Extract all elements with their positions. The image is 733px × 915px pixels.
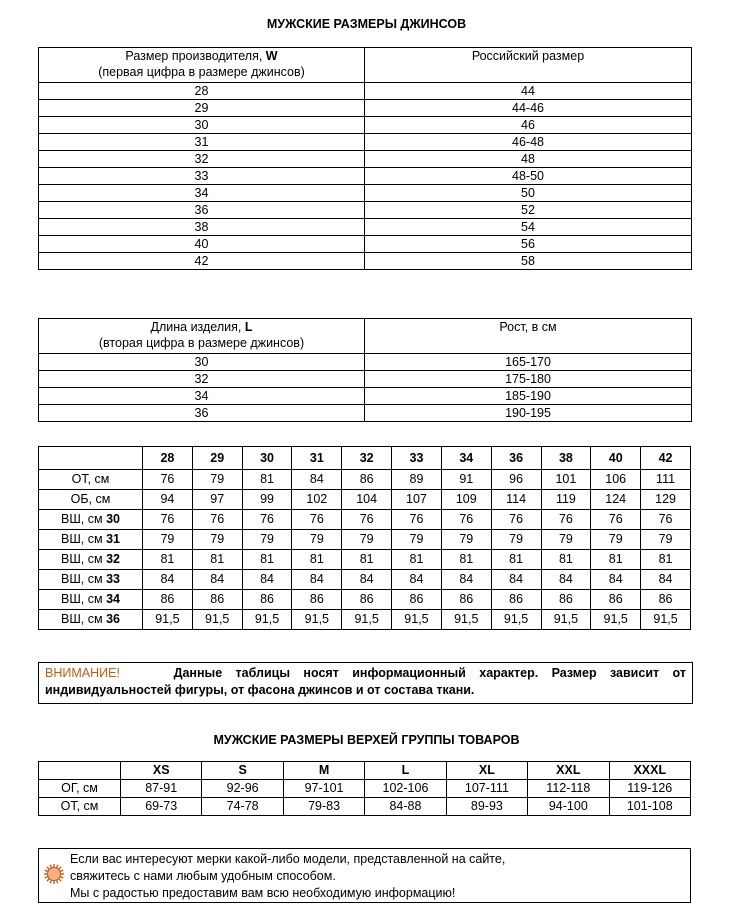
table-header-row <box>39 48 692 83</box>
row-label-length: 32 <box>106 552 120 566</box>
table-cell: 84 <box>342 570 392 590</box>
table-cell: 84 <box>192 570 242 590</box>
table-cell: 76 <box>541 510 591 530</box>
table-cell: 79 <box>342 530 392 550</box>
header-size: 32 <box>342 447 392 470</box>
jeans-measurements-table <box>38 446 691 630</box>
warning-label: ВНИМАНИЕ! <box>45 666 120 680</box>
table-cell: 79 <box>143 530 193 550</box>
cell-right: 185-190 <box>365 388 692 405</box>
table-cell: 81 <box>541 550 591 570</box>
table-cell: 84 <box>491 570 541 590</box>
table-cell: 86 <box>192 590 242 610</box>
table-cell: 89 <box>392 470 442 490</box>
header-length-label: Длина изделия, <box>150 320 245 334</box>
row-label <box>39 590 143 610</box>
table-cell: 76 <box>441 510 491 530</box>
jeans-title: МУЖСКИЕ РАЗМЕРЫ ДЖИНСОВ <box>266 17 467 31</box>
table-cell: 111 <box>641 470 691 490</box>
table-cell: 124 <box>591 490 641 510</box>
header-waist <box>39 48 365 83</box>
table-cell: 91,5 <box>242 610 292 630</box>
table-cell: 97 <box>192 490 242 510</box>
table-cell: 76 <box>143 470 193 490</box>
cell-left: 28 <box>39 83 365 100</box>
cell-right: 175-180 <box>365 371 692 388</box>
header-size: 31 <box>292 447 342 470</box>
header-size: 33 <box>392 447 442 470</box>
header-waist-label: Размер производителя, <box>125 49 266 63</box>
table-cell: 84 <box>641 570 691 590</box>
table-cell: 79 <box>192 470 242 490</box>
table-cell: 84 <box>242 570 292 590</box>
table-cell: 81 <box>192 550 242 570</box>
table-cell: 76 <box>641 510 691 530</box>
table-cell: 91,5 <box>192 610 242 630</box>
table-cell: 84 <box>143 570 193 590</box>
cell-left: 31 <box>39 134 365 151</box>
table-row <box>39 151 692 168</box>
tops-size-table <box>38 761 691 816</box>
table-cell: 102 <box>292 490 342 510</box>
table-cell: 81 <box>591 550 641 570</box>
header-size: 38 <box>541 447 591 470</box>
table-cell: 79 <box>591 530 641 550</box>
jeans-length-table <box>38 318 692 422</box>
table-cell: 101-108 <box>609 798 690 816</box>
cell-left: 42 <box>39 253 365 270</box>
table-cell: 79-83 <box>283 798 364 816</box>
header-size: M <box>283 762 364 780</box>
cell-right: 52 <box>365 202 692 219</box>
table-cell: 79 <box>541 530 591 550</box>
contact-box <box>38 848 691 903</box>
table-row <box>39 470 691 490</box>
row-label <box>39 550 143 570</box>
table-cell: 86 <box>591 590 641 610</box>
table-cell: 76 <box>292 510 342 530</box>
row-label-text: ВШ, см <box>61 532 107 546</box>
row-label <box>39 490 143 510</box>
table-row <box>39 219 692 236</box>
row-label-text: ВШ, см <box>61 552 107 566</box>
cell-left: 34 <box>39 388 365 405</box>
header-size: S <box>202 762 283 780</box>
header-size: XS <box>121 762 202 780</box>
header-waist-note: (первая цифра в размере джинсов) <box>98 65 305 79</box>
table-cell: 81 <box>242 470 292 490</box>
table-cell: 91,5 <box>441 610 491 630</box>
header-waist-letter: W <box>265 49 278 63</box>
table-cell: 86 <box>242 590 292 610</box>
cell-right: 50 <box>365 185 692 202</box>
table-row <box>39 185 692 202</box>
row-label-text: ВШ, см <box>61 512 107 526</box>
table-cell: 76 <box>143 510 193 530</box>
contact-line-3: Мы с радостью предоставим вам всю необходимую информацию! <box>70 886 456 900</box>
cell-right: 46 <box>365 117 692 134</box>
table-cell: 79 <box>491 530 541 550</box>
header-size: 30 <box>242 447 292 470</box>
table-row <box>39 388 692 405</box>
table-cell: 86 <box>491 590 541 610</box>
table-cell: 86 <box>392 590 442 610</box>
contact-line-2: свяжитесь с нами любым удобным способом. <box>70 869 336 883</box>
header-size: 29 <box>192 447 242 470</box>
table-cell: 92-96 <box>202 780 283 798</box>
header-size: 42 <box>641 447 691 470</box>
table-cell: 86 <box>541 590 591 610</box>
row-label: ОГ, см <box>39 780 121 798</box>
table-cell: 79 <box>242 530 292 550</box>
table-cell: 86 <box>292 590 342 610</box>
table-cell: 81 <box>641 550 691 570</box>
row-label-text: ВШ, см <box>61 572 107 586</box>
table-row <box>39 798 691 816</box>
header-empty <box>39 447 143 470</box>
table-cell: 91,5 <box>541 610 591 630</box>
table-cell: 81 <box>143 550 193 570</box>
table-cell: 81 <box>441 550 491 570</box>
table-cell: 86 <box>143 590 193 610</box>
table-cell: 114 <box>491 490 541 510</box>
cell-left: 29 <box>39 100 365 117</box>
header-size: L <box>365 762 446 780</box>
row-label: ОТ, см <box>39 798 121 816</box>
table-cell: 119-126 <box>609 780 690 798</box>
cell-left: 30 <box>39 354 365 371</box>
table-cell: 91,5 <box>342 610 392 630</box>
header-height: Рост, в см <box>365 319 692 354</box>
table-cell: 76 <box>342 510 392 530</box>
row-label-text: ВШ, см <box>61 592 107 606</box>
table-cell: 89-93 <box>446 798 527 816</box>
table-cell: 107-111 <box>446 780 527 798</box>
table-row <box>39 570 691 590</box>
table-header-row <box>39 319 692 354</box>
header-length-note: (вторая цифра в размере джинсов) <box>98 336 305 350</box>
row-label-length: 30 <box>106 512 120 526</box>
row-label-text: ОТ, см <box>71 472 110 486</box>
table-cell: 106 <box>591 470 641 490</box>
row-label-length: 36 <box>106 612 120 626</box>
table-cell: 79 <box>392 530 442 550</box>
header-size: 28 <box>143 447 193 470</box>
table-cell: 86 <box>342 590 392 610</box>
row-label-length: 33 <box>106 572 120 586</box>
cell-left: 30 <box>39 117 365 134</box>
table-cell: 91,5 <box>641 610 691 630</box>
row-label <box>39 510 143 530</box>
table-cell: 84 <box>441 570 491 590</box>
table-row <box>39 610 691 630</box>
header-length <box>39 319 365 354</box>
table-cell: 91,5 <box>591 610 641 630</box>
warning-note <box>38 662 693 704</box>
header-size: 34 <box>441 447 491 470</box>
table-cell: 69-73 <box>121 798 202 816</box>
table-cell: 96 <box>491 470 541 490</box>
table-header-row <box>39 447 691 470</box>
table-cell: 79 <box>441 530 491 550</box>
table-cell: 74-78 <box>202 798 283 816</box>
cell-right: 56 <box>365 236 692 253</box>
table-row <box>39 100 692 117</box>
cell-left: 33 <box>39 168 365 185</box>
header-length-letter: L <box>244 320 253 334</box>
table-cell: 84 <box>591 570 641 590</box>
table-row <box>39 83 692 100</box>
table-cell: 84-88 <box>365 798 446 816</box>
table-cell: 107 <box>392 490 442 510</box>
table-row <box>39 236 692 253</box>
table-cell: 91,5 <box>292 610 342 630</box>
row-label-text: ВШ, см <box>61 612 107 626</box>
cell-left: 36 <box>39 202 365 219</box>
table-cell: 81 <box>392 550 442 570</box>
row-label <box>39 470 143 490</box>
cell-left: 32 <box>39 371 365 388</box>
table-cell: 79 <box>292 530 342 550</box>
table-cell: 97-101 <box>283 780 364 798</box>
row-label-text: ОБ, см <box>70 492 111 506</box>
row-label <box>39 570 143 590</box>
cell-right: 44 <box>365 83 692 100</box>
jeans-waist-table <box>38 47 692 270</box>
table-cell: 79 <box>641 530 691 550</box>
cell-right: 48-50 <box>365 168 692 185</box>
table-cell: 101 <box>541 470 591 490</box>
cell-left: 36 <box>39 405 365 422</box>
row-label-length: 31 <box>106 532 120 546</box>
cell-right: 54 <box>365 219 692 236</box>
cell-left: 40 <box>39 236 365 253</box>
table-cell: 84 <box>292 470 342 490</box>
table-cell: 76 <box>491 510 541 530</box>
header-size: XXXL <box>609 762 690 780</box>
table-row <box>39 134 692 151</box>
table-cell: 79 <box>192 530 242 550</box>
table-cell: 86 <box>441 590 491 610</box>
table-row <box>39 530 691 550</box>
table-cell: 76 <box>591 510 641 530</box>
table-row <box>39 550 691 570</box>
sun-icon <box>43 863 65 885</box>
table-cell: 81 <box>242 550 292 570</box>
table-row <box>39 371 692 388</box>
table-cell: 94-100 <box>528 798 609 816</box>
table-cell: 112-118 <box>528 780 609 798</box>
header-empty <box>39 762 121 780</box>
table-cell: 81 <box>342 550 392 570</box>
table-cell: 86 <box>641 590 691 610</box>
table-row <box>39 405 692 422</box>
cell-left: 32 <box>39 151 365 168</box>
cell-right: 190-195 <box>365 405 692 422</box>
row-label-length: 34 <box>106 592 120 606</box>
table-header-row <box>39 762 691 780</box>
cell-right: 46-48 <box>365 134 692 151</box>
table-cell: 86 <box>342 470 392 490</box>
header-size: 36 <box>491 447 541 470</box>
tops-title: МУЖСКИЕ РАЗМЕРЫ ВЕРХЕЙ ГРУППЫ ТОВАРОВ <box>213 733 520 747</box>
cell-left: 38 <box>39 219 365 236</box>
table-cell: 91,5 <box>491 610 541 630</box>
table-cell: 84 <box>392 570 442 590</box>
table-cell: 102-106 <box>365 780 446 798</box>
table-row <box>39 168 692 185</box>
cell-right: 48 <box>365 151 692 168</box>
header-size: XL <box>446 762 527 780</box>
table-row <box>39 780 691 798</box>
table-cell: 84 <box>292 570 342 590</box>
warning-text: Данные таблицы носят информационный характер. Размер зависит от индивидуальностей фигуры, от фасона джинсов и от состава ткани. <box>45 666 686 697</box>
table-cell: 76 <box>242 510 292 530</box>
cell-right: 58 <box>365 253 692 270</box>
table-cell: 91 <box>441 470 491 490</box>
header-size: XXL <box>528 762 609 780</box>
table-row <box>39 510 691 530</box>
table-cell: 104 <box>342 490 392 510</box>
table-cell: 76 <box>192 510 242 530</box>
header-russian-size: Российский размер <box>365 48 692 83</box>
cell-right: 44-46 <box>365 100 692 117</box>
row-label <box>39 610 143 630</box>
table-cell: 119 <box>541 490 591 510</box>
table-cell: 87-91 <box>121 780 202 798</box>
table-cell: 94 <box>143 490 193 510</box>
header-size: 40 <box>591 447 641 470</box>
table-row <box>39 253 692 270</box>
table-cell: 81 <box>292 550 342 570</box>
table-row <box>39 202 692 219</box>
table-cell: 81 <box>491 550 541 570</box>
table-cell: 84 <box>541 570 591 590</box>
table-cell: 99 <box>242 490 292 510</box>
cell-left: 34 <box>39 185 365 202</box>
table-cell: 91,5 <box>392 610 442 630</box>
table-row <box>39 590 691 610</box>
table-cell: 91,5 <box>143 610 193 630</box>
row-label <box>39 530 143 550</box>
table-cell: 109 <box>441 490 491 510</box>
table-row <box>39 490 691 510</box>
table-row <box>39 117 692 134</box>
contact-line-1: Если вас интересуют мерки какой-либо модели, представленной на сайте, <box>70 852 506 866</box>
table-cell: 129 <box>641 490 691 510</box>
table-row <box>39 354 692 371</box>
cell-right: 165-170 <box>365 354 692 371</box>
table-cell: 76 <box>392 510 442 530</box>
